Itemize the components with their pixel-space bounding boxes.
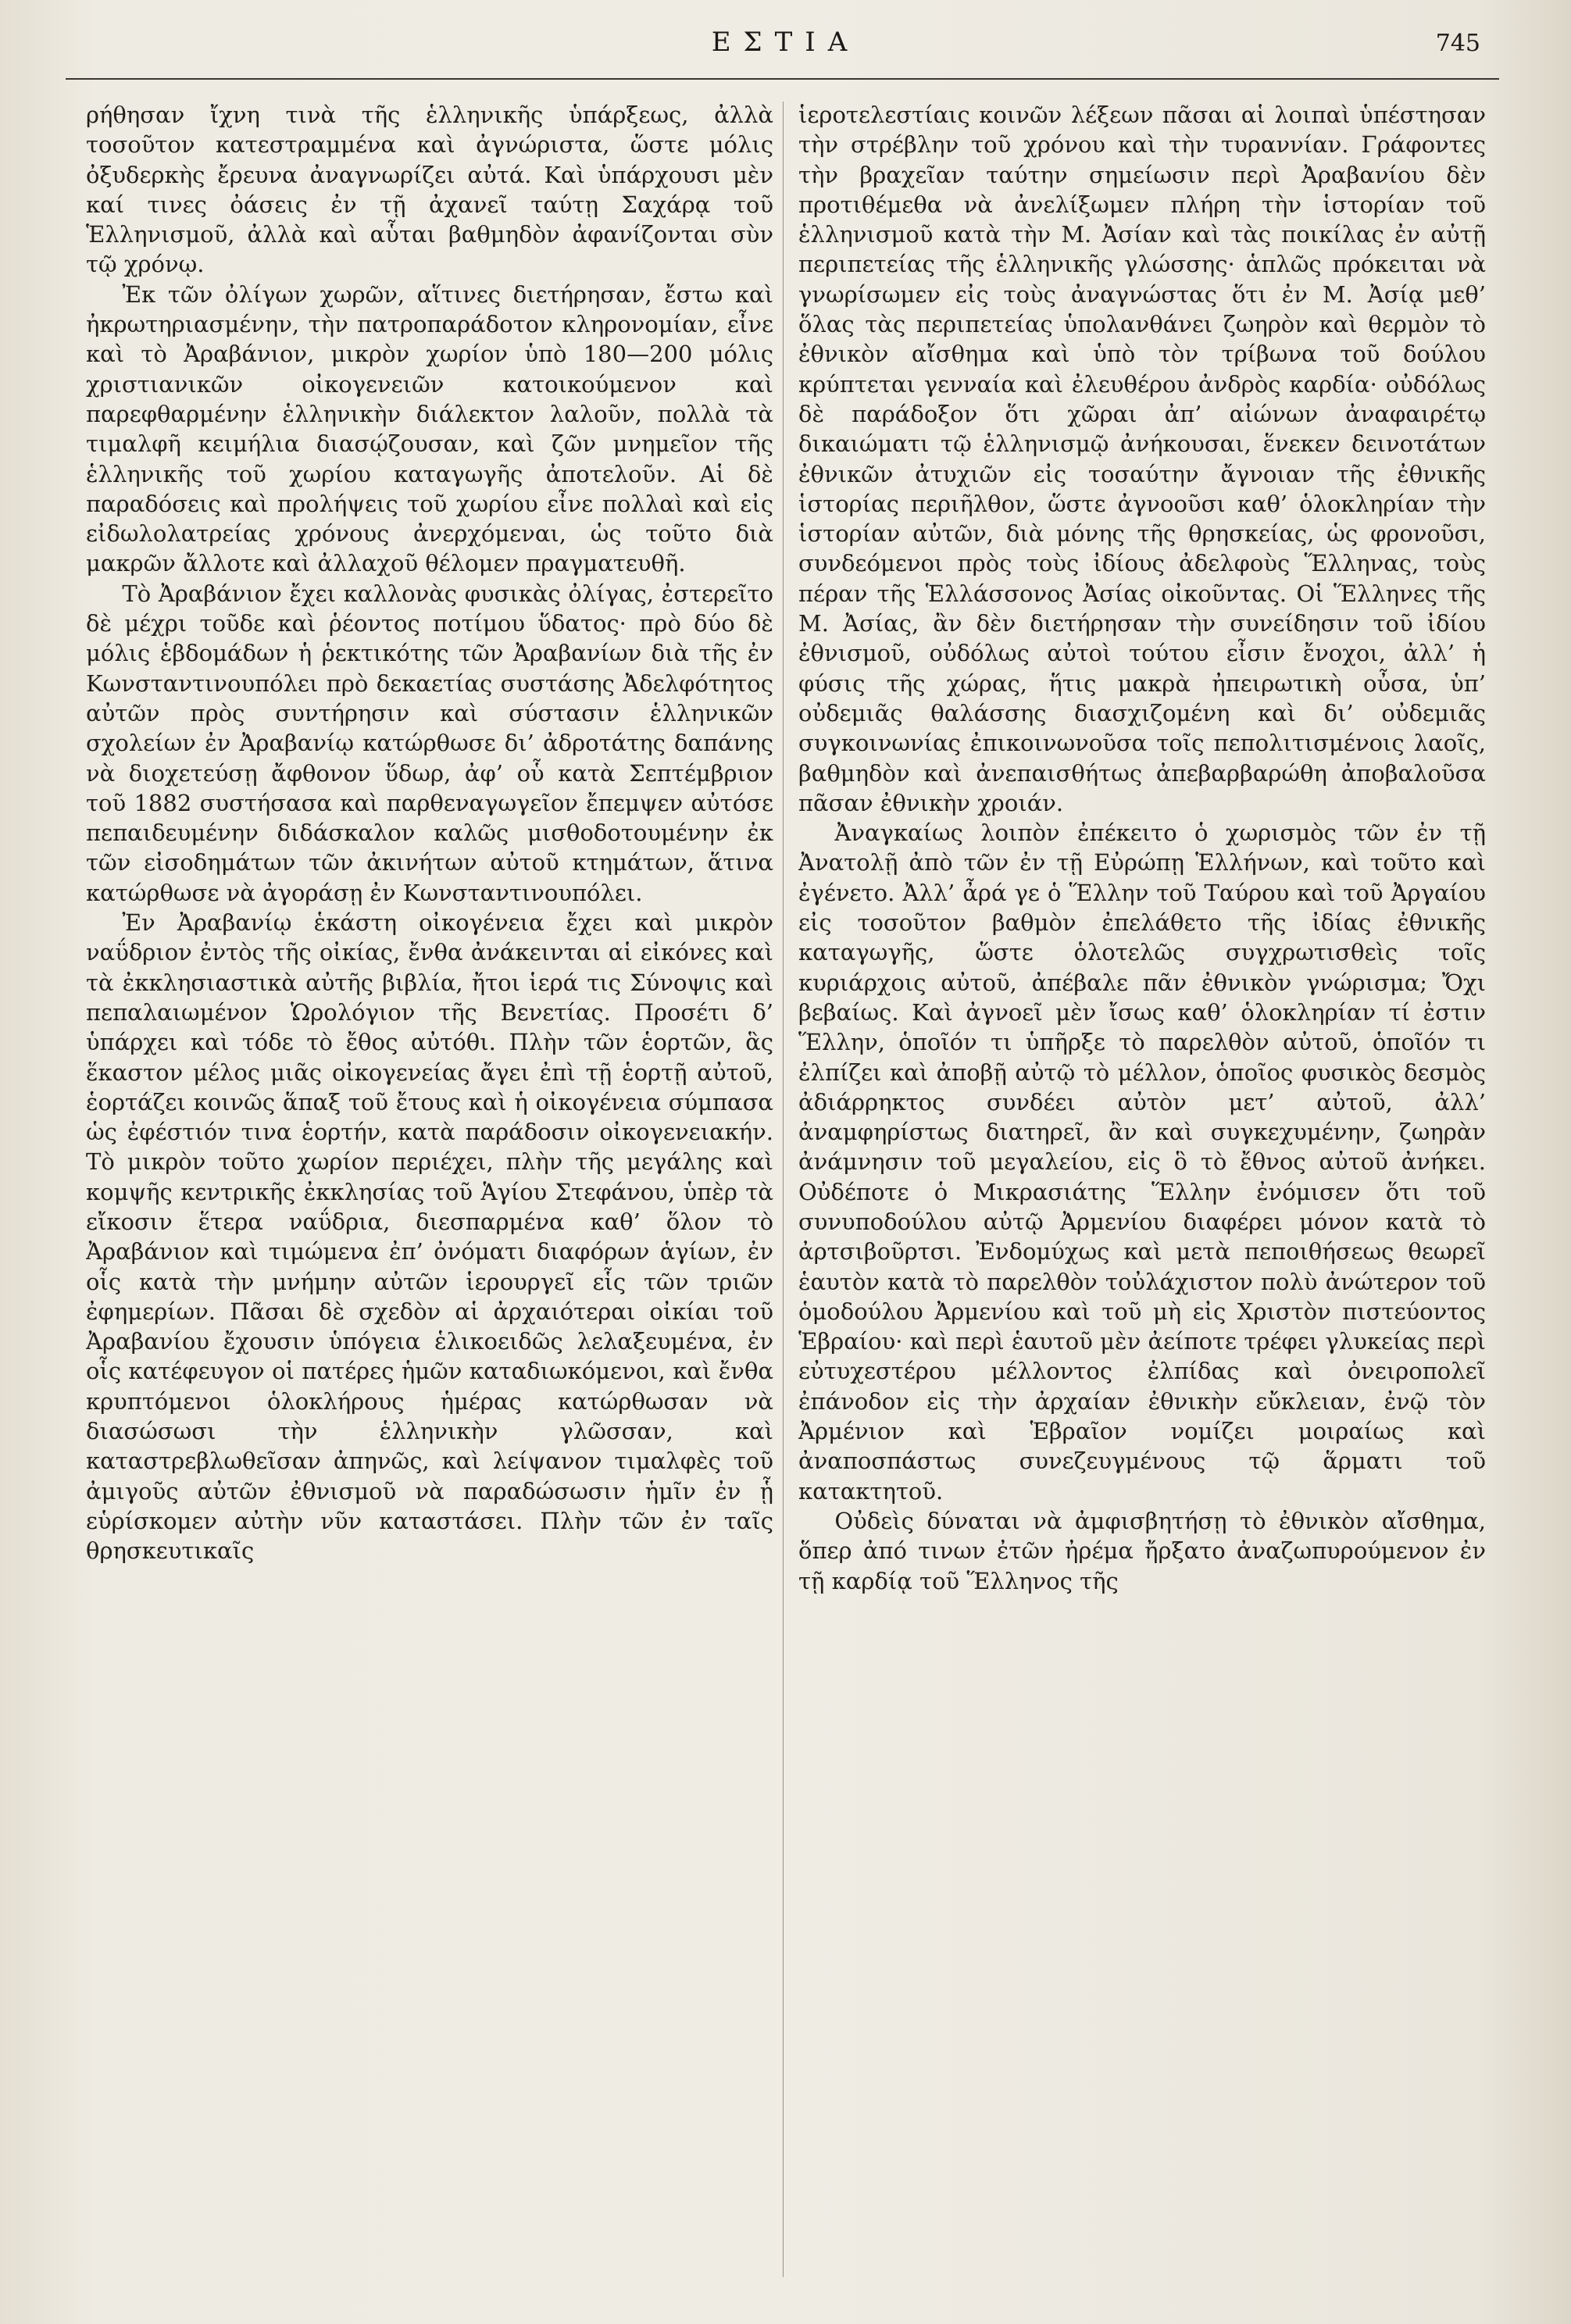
header-rule [66, 78, 1499, 80]
left-column [86, 100, 773, 2293]
paragraph: Τὸ Ἀραβάνιον ἔχει καλλονὰς φυσικὰς ὀλίγας, ἐστερεῖτο δὲ μέχρι τοῦδε καὶ ῥέοντος ποτίμου ὕδατος· πρὸ δύο δὲ μόλις ἑβδομάδων ἡ ῥεκτικότης τῶν Ἀραβανίων διὰ τῆς ἐν Κωνσταντινουπόλει πρὸ δεκαετίας συστάσης Ἀδελφότητος αὐτῶν πρὸς συντήρησιν καὶ σύστασιν ἑλληνικῶν σχολείων ἐν Ἀραβανίῳ κατώρθωσε δι’ ἀδροτάτης δαπάνης νὰ διοχετεύσῃ ἄφθονον ὕδωρ, ἀφ’ οὗ κατὰ Σεπτέμβριον τοῦ 1882 συστήσασα καὶ παρθεναγωγεῖον ἔπεμψεν αὐτόσε πεπαιδευμένην διδάσκαλον καλῶς μισθοδοτουμένην ἐκ τῶν εἰσοδημάτων τῶν ἀκινήτων αὐτοῦ κτημάτων, ἅτινα κατώρθωσε νὰ ἀγοράσῃ ἐν Κωνσταντινουπόλει. [86, 580, 773, 906]
column-divider [783, 102, 784, 2277]
paragraph: Ἐν Ἀραβανίῳ ἑκάστη οἰκογένεια ἔχει καὶ μικρὸν ναΰδριον ἐντὸς τῆς οἰκίας, ἔνθα ἀνάκεινται αἱ εἰκόνες καὶ τὰ ἐκκλησιαστικὰ αὐτῆς βιβλία, ἤτοι ἱερά τις Σύνοψις καὶ πεπαλαιωμένον Ὡρολόγιον τῆς Βενετίας. Προσέτι δ’ ὑπάρχει καὶ τόδε τὸ ἔθος αὐτόθι. Πλὴν τῶν ἑορτῶν, ἃς ἕκαστον μέλος μιᾶς οἰκογενείας ἄγει ἐπὶ τῇ ἑορτῇ αὐτοῦ, ἑορτάζει κοινῶς ἅπαξ τοῦ ἔτους καὶ ἡ οἰκογένεια σύμπασα ὡς ἐφέστιόν τινα ἑορτήν, κατὰ παράδοσιν οἰκογενειακήν. Τὸ μικρὸν τοῦτο χωρίον περιέχει, πλὴν τῆς μεγάλης καὶ κομψῆς κεντρικῆς ἐκκλησίας τοῦ Ἁγίου Στεφάνου, ὑπὲρ τὰ εἴκοσιν ἕτερα ναΰδρια, διεσπαρμένα καθ’ ὅλον τὸ Ἀραβάνιον καὶ τιμώμενα ἐπ’ ὀνόματι διαφόρων ἁγίων, ἐν οἷς κατὰ τὴν μνήμην αὐτῶν ἱερουργεῖ εἷς τῶν τριῶν ἐφημερίων. Πᾶσαι δὲ σχεδὸν αἱ ἀρχαιότεραι οἰκίαι τοῦ Ἀραβανίου ἔχουσιν ὑπόγεια ἑλικοειδῶς λελαξευμένα, ἐν οἷς κατέφευγον οἱ πατέρες ἡμῶν καταδιωκόμενοι, καὶ ἔνθα κρυπτόμενοι ὁλοκλήρους ἡμέρας κατώρθωσαν νὰ διασώσωσι τὴν ἑλληνικὴν γλῶσσαν, καὶ καταστρεβλωθεῖσαν ἀπηνῶς, καὶ λείψανον τιμαλφὲς τοῦ ἀμιγοῦς αὐτῶν ἐθνισμοῦ νὰ παραδώσωσιν ἡμῖν ἐν ᾗ εὑρίσκομεν αὐτὴν νῦν καταστάσει. Πλὴν τῶν ἐν ταῖς θρησκευτικαῖς [86, 909, 773, 1565]
paragraph: Ἐκ τῶν ὀλίγων χωρῶν, αἵτινες διετήρησαν, ἔστω καὶ ἠκρωτηριασμένην, τὴν πατροπαράδοτον κληρονομίαν, εἶνε καὶ τὸ Ἀραβάνιον, μικρὸν χωρίον ὑπὸ 180—200 μόλις χριστιανικῶν οἰκογενειῶν κατοικούμενον καὶ παρεφθαρμένην ἑλληνικὴν διάλεκτον λαλοῦν, πολλὰ τὰ τιμαλφῆ κειμήλια διασῴζουσαν, καὶ ζῶν μνημεῖον τῆς ἑλληνικῆς τοῦ χωρίου καταγωγῆς ἀποτελοῦν. Αἱ δὲ παραδόσεις καὶ προλήψεις τοῦ χωρίου εἶνε πολλαὶ καὶ εἰς εἰδωλολατρείας χρόνους ἀνερχόμεναι, ὡς τοῦτο διὰ μακρῶν ἄλλοτε καὶ ἀλλαχοῦ θέλομεν πραγματευθῆ. [86, 280, 773, 577]
right-column [798, 100, 1486, 2293]
paragraph: Οὐδεὶς δύναται νὰ ἀμφισβητήσῃ τὸ ἐθνικὸν αἴσθημα, ὅπερ ἀπό τινων ἐτῶν ἠρέμα ἤρξατο ἀναζωπυρούμενον ἐν τῇ καρδίᾳ τοῦ Ἕλληνος τῆς [798, 1507, 1486, 1594]
journal-title: ΕΣΤΙΑ [711, 27, 860, 58]
paragraph: ρήθησαν ἴχνη τινὰ τῆς ἑλληνικῆς ὑπάρξεως, ἀλλὰ τοσοῦτον κατεστραμμένα καὶ ἀγνώριστα, ὥστε μόλις ὀξυδερκὴς ἔρευνα ἀναγνωρίζει αὐτά. Καὶ ὑπάρχουσι μὲν καί τινες ὀάσεις ἐν τῇ ἀχανεῖ ταύτῃ Σαχάρᾳ τοῦ Ἑλληνισμοῦ, ἀλλὰ καὶ αὗται βαθμηδὸν ἀφανίζονται σὺν τῷ χρόνῳ. [86, 102, 773, 278]
running-head [0, 27, 1571, 66]
paragraph: ἱεροτελεστίαις κοινῶν λέξεων πᾶσαι αἱ λοιπαὶ ὑπέστησαν τὴν στρέβλην τοῦ χρόνου καὶ τὴν τυραννίαν. Γράφοντες τὴν βραχεῖαν ταύτην σημείωσιν περὶ Ἀραβανίου δὲν προτιθέμεθα νὰ ἀνελίξωμεν πλήρη τὴν ἱστορίαν τοῦ ἑλληνισμοῦ κατὰ τὴν Μ. Ἀσίαν καὶ τὰς ποικίλας ἐν αὐτῇ περιπετείας τῆς ἑλληνικῆς γλώσσης· ἁπλῶς πρόκειται νὰ γνωρίσωμεν εἰς τοὺς ἀναγνώστας ὅτι ἐν Μ. Ἀσίᾳ μεθ’ ὅλας τὰς περιπετείας ὑπολανθάνει ζωηρὸν καὶ θερμὸν τὸ ἐθνικὸν αἴσθημα καὶ ὑπὸ τὸν τρίβωνα τοῦ δούλου κρύπτεται γενναία καὶ ἐλευθέρου ἀνδρὸς καρδία· οὐδόλως δὲ παράδοξον ὅτι χῶραι ἀπ’ αἰώνων ἀναφαιρέτῳ δικαιώματι τῷ ἑλληνισμῷ ἀνήκουσαι, ἕνεκεν δεινοτάτων ἐθνικῶν ἀτυχιῶν εἰς τοσαύτην ἄγνοιαν τῆς ἐθνικῆς ἱστορίας περιῆλθον, ὥστε ἀγνοοῦσι καθ’ ὁλοκληρίαν τὴν ἱστορίαν αὐτῶν, διὰ μόνης τῆς θρησκείας, ὡς φρονοῦσι, συνδεόμενοι πρὸς τοὺς ἰδίους ἀδελφοὺς Ἕλληνας, τοὺς πέραν τῆς Ἑλλάσσονος Ἀσίας οἰκοῦντας. Οἱ Ἕλληνες τῆς Μ. Ἀσίας, ἂν δὲν διετήρησαν τὴν συνείδησιν τοῦ ἰδίου ἐθνισμοῦ, οὐδόλως αὐτοὶ τούτου εἶσιν ἔνοχοι, ἀλλ’ ἡ φύσις τῆς χώρας, ἥτις μακρὰ ἠπειρωτικὴ οὖσα, ὑπ’ οὐδεμιᾶς θαλάσσης διασχιζομένη καὶ δι’ οὐδεμιᾶς συγκοινωνίας ἐπικοινωνοῦσα τοῖς πεπολιτισμένοις λαοῖς, βαθμηδὸν καὶ ἀνεπαισθήτως ἀπεβαρβαρώθη ἀποβαλοῦσα πᾶσαν ἐθνικὴν χροιάν. [798, 102, 1486, 816]
page-number: 745 [1435, 30, 1480, 57]
paragraph: Ἀναγκαίως λοιπὸν ἐπέκειτο ὁ χωρισμὸς τῶν ἐν τῇ Ἀνατολῇ ἀπὸ τῶν ἐν τῇ Εὐρώπῃ Ἑλλήνων, καὶ τοῦτο καὶ ἐγένετο. Ἀλλ’ ἆρά γε ὁ Ἕλλην τοῦ Ταύρου καὶ τοῦ Ἀργαίου εἰς τοσοῦτον βαθμὸν ἐπελάθετο τῆς ἰδίας ἐθνικῆς καταγωγῆς, ὥστε ὁλοτελῶς συγχρωτισθεὶς τοῖς κυριάρχοις αὐτοῦ, ἀπέβαλε πᾶν ἐθνικὸν γνώρισμα; Ὄχι βεβαίως. Καὶ ἀγνοεῖ μὲν ἴσως καθ’ ὁλοκληρίαν τί ἐστιν Ἕλλην, ὁποῖόν τι ὑπῆρξε τὸ παρελθὸν αὐτοῦ, ὁποῖόν τι ἐλπίζει καὶ ἀποβῇ αὐτῷ τὸ μέλλον, ὁποῖος φυσικὸς δεσμὸς ἀδιάρρηκτος συνδέει αὐτὸν μετ’ αὐτοῦ, ἀλλ’ ἀναμφηρίστως διατηρεῖ, ἂν καὶ συγκεχυμένην, ζωηρὰν ἀνάμνησιν τοῦ μεγαλείου, εἰς ὃ τὸ ἔθνος αὐτοῦ ἀνήκει. Οὐδέποτε ὁ Μικρασιάτης Ἕλλην ἐνόμισεν ὅτι τοῦ συνυποδούλου αὐτῷ Ἀρμενίου διαφέρει μόνον κατὰ τὸ ἀρτσιβοῦρτσι. Ἐνδομύχως καὶ μετὰ πεποιθήσεως θεωρεῖ ἑαυτὸν κατὰ τὸ παρελθὸν τοὐλάχιστον πολὺ ἀνώτερον τοῦ ὁμοδούλου Ἀρμενίου καὶ τοῦ μὴ εἰς Χριστὸν πιστεύοντος Ἑβραίου· καὶ περὶ ἑαυτοῦ μὲν ἀείποτε τρέφει γλυκείας περὶ εὐτυχεστέρου μέλλοντος ἐλπίδας καὶ ὀνειροπολεῖ ἐπάνοδον εἰς τὴν ἀρχαίαν ἐθνικὴν εὔκλειαν, ἐνῷ τὸν Ἀρμένιον καὶ Ἑβραῖον νομίζει μοιραίως καὶ ἀναποσπάστως συνεζευγμένους τῷ ἅρματι τοῦ κατακτητοῦ. [798, 819, 1486, 1505]
